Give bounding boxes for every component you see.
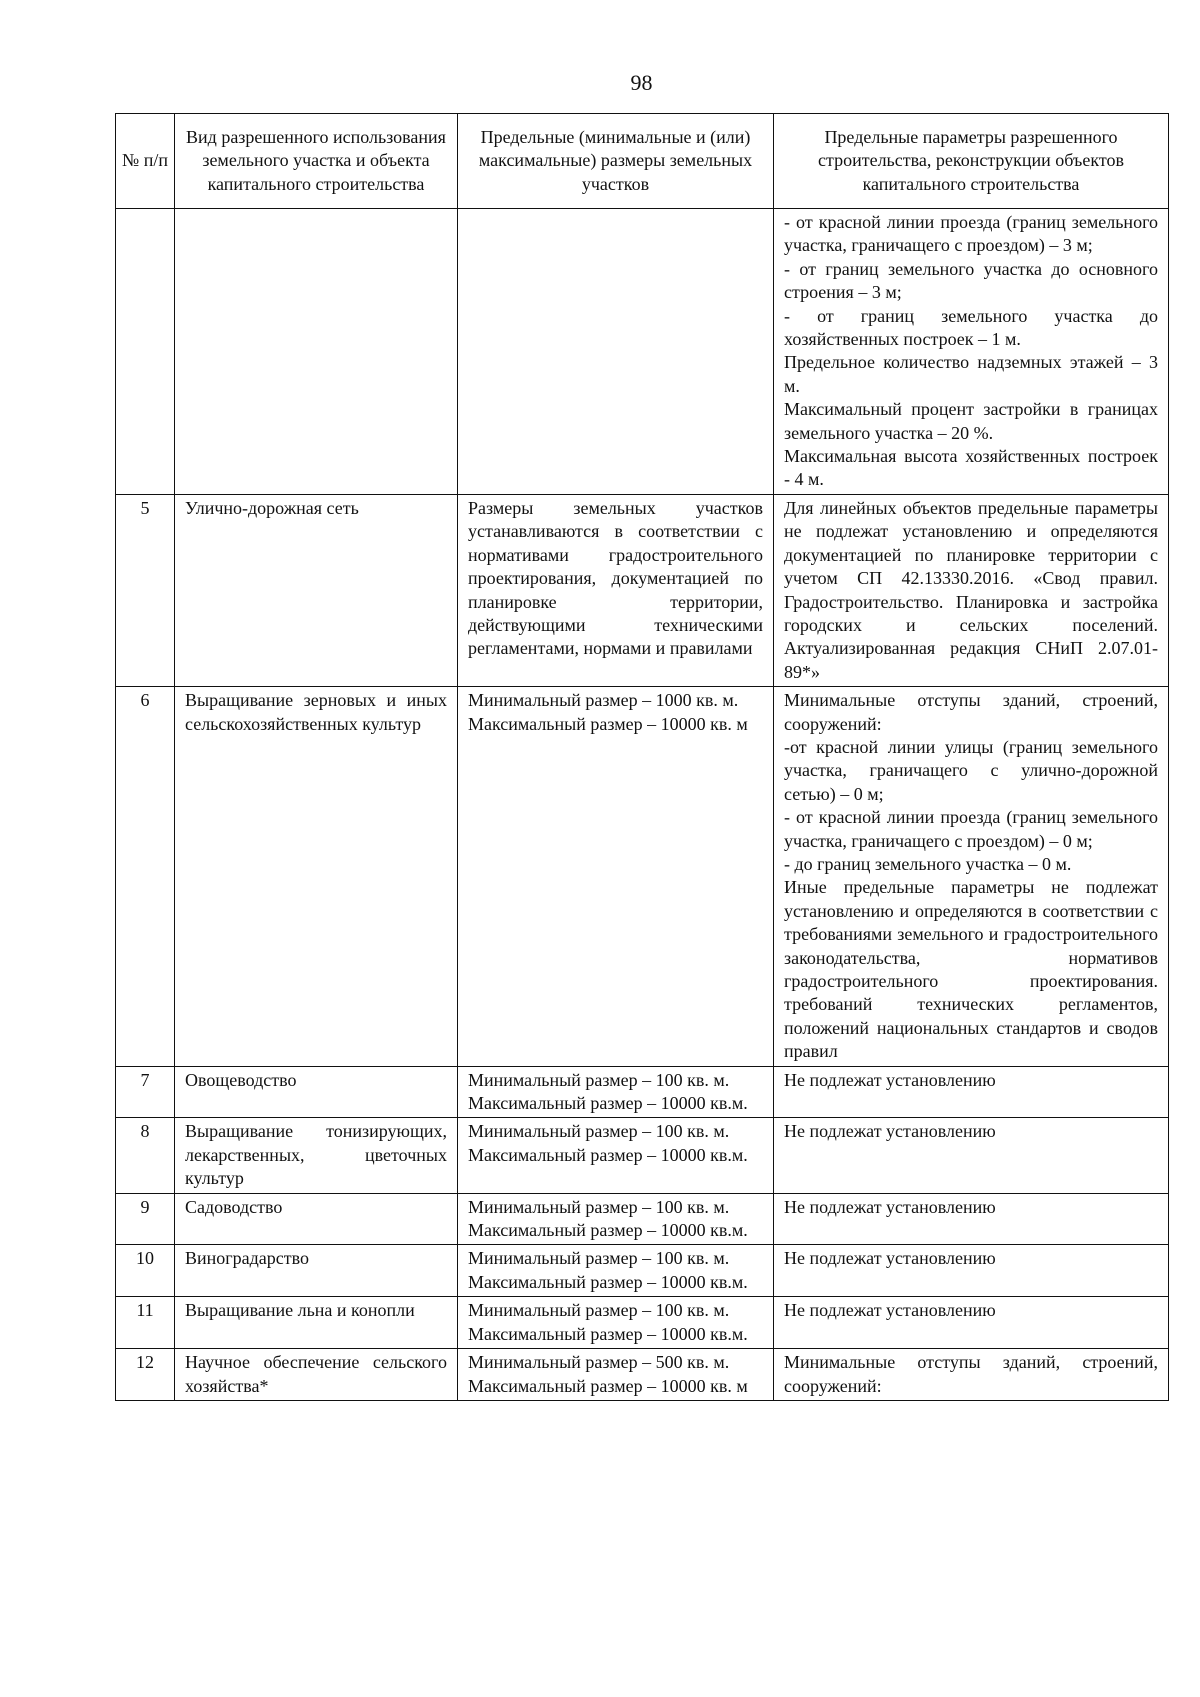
row-number: 10: [116, 1245, 175, 1297]
row-number: 9: [116, 1193, 175, 1245]
permitted-use-cell: Выращивание льна и конопли: [175, 1297, 458, 1349]
construction-param-line: -от красной линии улицы (границ земельного участка, граничащего с улично-дорожной сетью) – 0 м;: [784, 736, 1158, 804]
row-number: 5: [116, 494, 175, 686]
construction-param-line: Максимальная высота хозяйственных построек - 4 м.: [784, 446, 1158, 490]
table-row: [116, 1193, 1169, 1245]
construction-param-line: Для линейных объектов предельные параметры не подлежат установлению и определяются документацией по планировке территории с учетом СП 42.13330.2016. «Свод правил. Градостроительство. Планировка и застройка городских и сельских поселений. Актуализированная редакция СНиП 2.07.01-89*»: [784, 497, 1158, 682]
plot-size-cell: [458, 1349, 774, 1401]
table-row: [116, 1245, 1169, 1297]
plot-size-cell: [458, 1118, 774, 1193]
construction-params-cell: [774, 687, 1169, 1067]
plot-size-line: Минимальный размер – 500 кв. м.: [468, 1352, 730, 1373]
table-row: [116, 209, 1169, 495]
row-number: 8: [116, 1118, 175, 1193]
table-row: [116, 1118, 1169, 1193]
plot-size-cell: [458, 209, 774, 495]
table-row: [116, 1349, 1169, 1401]
permitted-use-cell: Выращивание зерновых и иных сельскохозяйственных культур: [175, 687, 458, 1067]
construction-param-line: - до границ земельного участка – 0 м.: [784, 853, 1072, 874]
construction-param-line: Минимальные отступы зданий, строений, сооружений:: [784, 1352, 1158, 1396]
plot-size-cell: [458, 1193, 774, 1245]
plot-size-line: Максимальный размер – 10000 кв. м: [468, 713, 748, 734]
construction-param-line: Не подлежат установлению: [784, 1196, 996, 1217]
permitted-use-cell: Выращивание тонизирующих, лекарственных, цветочных культур: [175, 1118, 458, 1193]
plot-size-line: Максимальный размер – 10000 кв.м.: [468, 1271, 748, 1292]
construction-param-line: - от красной линии проезда (границ земельного участка, граничащего с проездом) – 0 м;: [784, 807, 1158, 851]
row-number: 7: [116, 1066, 175, 1118]
header-construction-params: Предельные параметры разрешенного строительства, реконструкции объектов капитального строительства: [774, 114, 1169, 209]
permitted-use-cell: Улично-дорожная сеть: [175, 494, 458, 686]
table-row: [116, 494, 1169, 686]
construction-params-cell: [774, 1349, 1169, 1401]
header-permitted-use: Вид разрешенного использования земельного участка и объекта капитального строительства: [175, 114, 458, 209]
plot-size-line: Минимальный размер – 100 кв. м.: [468, 1069, 730, 1090]
plot-size-cell: [458, 687, 774, 1067]
plot-size-cell: [458, 1245, 774, 1297]
construction-params-cell: [774, 494, 1169, 686]
table-row: [116, 1066, 1169, 1118]
plot-size-line: Минимальный размер – 100 кв. м.: [468, 1248, 730, 1269]
plot-size-line: Минимальный размер – 100 кв. м.: [468, 1300, 730, 1321]
plot-size-cell: [458, 1066, 774, 1118]
plot-size-line: Максимальный размер – 10000 кв.м.: [468, 1144, 748, 1165]
page-number: 98: [630, 70, 653, 95]
header-number: № п/п: [116, 114, 175, 209]
construction-param-line: Минимальные отступы зданий, строений, сооружений:: [784, 690, 1158, 734]
construction-param-line: Не подлежат установлению: [784, 1300, 996, 1321]
row-number: 12: [116, 1349, 175, 1401]
row-number: 6: [116, 687, 175, 1067]
construction-param-line: Не подлежат установлению: [784, 1248, 996, 1269]
permitted-use-cell: Овощеводство: [175, 1066, 458, 1118]
plot-size-line: Максимальный размер – 10000 кв.м.: [468, 1093, 748, 1114]
construction-params-cell: [774, 1245, 1169, 1297]
plot-size-line: Размеры земельных участков устанавливаются в соответствии с нормативами градостроительного проектирования, документацией по планировке территории, действующими техническими регламентами, нормами и правилами: [468, 497, 763, 659]
construction-param-line: - от красной линии проезда (границ земельного участка, граничащего с проездом) – 3 м;: [784, 212, 1158, 256]
construction-params-cell: [774, 209, 1169, 495]
plot-size-line: Максимальный размер – 10000 кв. м: [468, 1375, 748, 1396]
construction-param-line: - от границ земельного участка до основного строения – 3 м;: [784, 258, 1158, 303]
row-number: 11: [116, 1297, 175, 1349]
construction-param-line: Не подлежат установлению: [784, 1121, 996, 1142]
table-row: [116, 1297, 1169, 1349]
plot-size-line: Максимальный размер – 10000 кв.м.: [468, 1323, 748, 1344]
construction-param-line: Максимальный процент застройки в границах земельного участка – 20 %.: [784, 399, 1158, 443]
plot-size-line: Минимальный размер – 100 кв. м.: [468, 1196, 730, 1217]
construction-params-cell: [774, 1066, 1169, 1118]
plot-size-line: Максимальный размер – 10000 кв.м.: [468, 1220, 748, 1241]
permitted-use-cell: Садоводство: [175, 1193, 458, 1245]
construction-params-cell: [774, 1118, 1169, 1193]
zoning-table: [115, 113, 1169, 1401]
plot-size-line: Минимальный размер – 100 кв. м.: [468, 1121, 730, 1142]
table-body: [116, 209, 1169, 1401]
table-header-row: [116, 114, 1169, 209]
construction-params-cell: [774, 1193, 1169, 1245]
permitted-use-cell: Виноградарство: [175, 1245, 458, 1297]
header-plot-size: Предельные (минимальные и (или) максимальные) размеры земельных участков: [458, 114, 774, 209]
construction-param-line: Предельное количество надземных этажей – 3 м.: [784, 352, 1158, 396]
permitted-use-cell: [175, 209, 458, 495]
permitted-use-cell: Научное обеспечение сельского хозяйства*: [175, 1349, 458, 1401]
plot-size-line: Минимальный размер – 1000 кв. м.: [468, 690, 739, 711]
construction-param-line: Иные предельные параметры не подлежат установлению и определяются в соответствии с требованиями земельного и градостроительного законодательства, нормативов градостроительного проектирования. требований технических регламентов, положений национальных стандартов и сводов правил: [784, 877, 1158, 1062]
row-number: [116, 209, 175, 495]
construction-params-cell: [774, 1297, 1169, 1349]
construction-param-line: - от границ земельного участка до хозяйственных построек – 1 м.: [784, 305, 1158, 350]
construction-param-line: Не подлежат установлению: [784, 1069, 996, 1090]
plot-size-cell: [458, 1297, 774, 1349]
plot-size-cell: [458, 494, 774, 686]
table-row: [116, 687, 1169, 1067]
